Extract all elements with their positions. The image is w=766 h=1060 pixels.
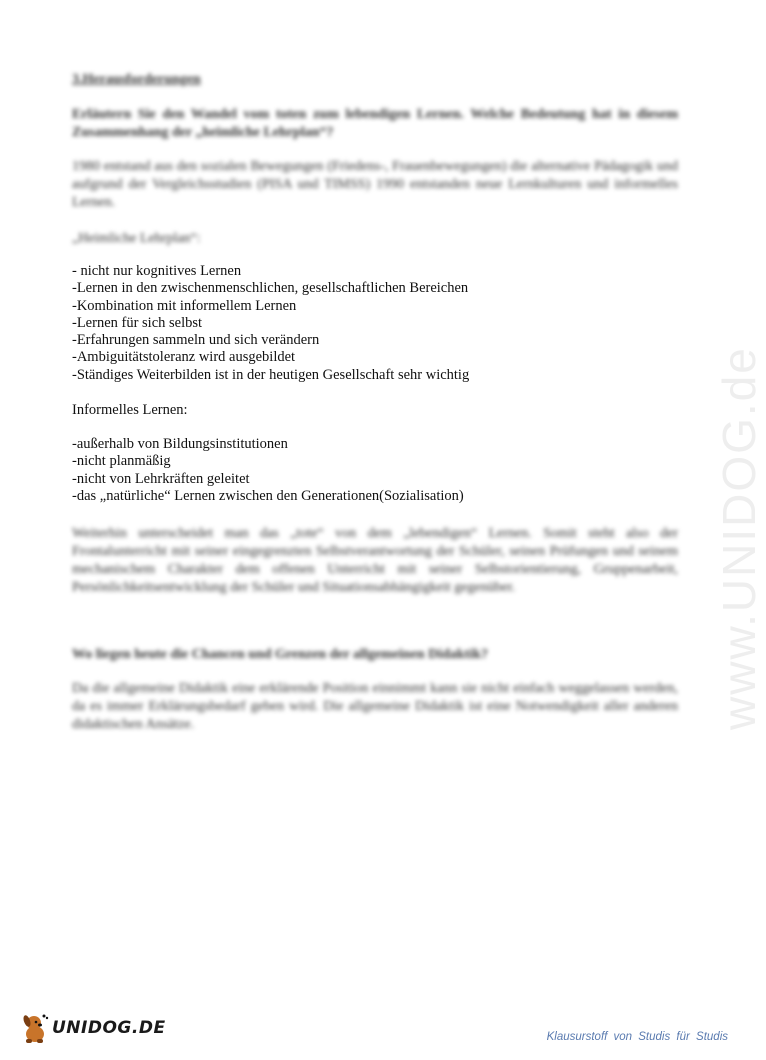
list-item: -außerhalb von Bildungsinstitutionen [72, 436, 288, 452]
hidden-curriculum-heading: „Heimliche Lehrplan“: [72, 231, 201, 246]
section-title: 3.Herausforderungen [72, 72, 201, 87]
informal-learning-heading: Informelles Lernen: [72, 402, 188, 418]
list-item: -Lernen für sich selbst [72, 314, 203, 331]
list-item: -Ambiguitätstoleranz wird ausgebildet [72, 349, 296, 366]
list-item: -Kombination mit informellem Lernen [72, 297, 297, 314]
list-item: -Ständiges Weiterbilden ist in der heutigen Gesellschaft sehr wichtig [72, 366, 470, 383]
question-1: Erläutern Sie den Wandel vom toten zum lebendigen Lernen. Welche Bedeutung hat in diesem Zusammenhang der „heimliche Lehrplan“? [72, 107, 678, 140]
list-item: -nicht von Lehrkräften geleitet [72, 470, 250, 487]
list-item: -nicht planmäßig [72, 453, 171, 470]
hidden-curriculum-list [72, 263, 678, 384]
paragraph-3: Da die allgemeine Didaktik eine erklärende Position einnimmt kann sie nicht einfach weggelassen werden, da es immer Erklärungsbedarf geben wird. Die allgemeine Didaktik ist eine Notwendigkeit aller anderen didaktischen Ansätze. [72, 681, 678, 732]
logo-text: UNIDOG.DE [52, 1018, 166, 1038]
informal-learning-list [72, 436, 678, 505]
dog-mascot-icon [20, 1012, 50, 1044]
paragraph-2: Weiterhin unterscheidet man das „tote“ von dem „lebendigen“ Lernen. Somit steht also der Frontalunterricht mit seiner eingegrenzten Selbstverantwortung der Schüler, seinen Prüfungen und seinem mechanischem Charakter dem offenen Unterricht mit seiner Selbstorientierung, Gruppenarbeit, Persönlichkeitsentwicklung der Schüler und Situationsabhängigkeit gegenüber. [72, 526, 678, 595]
list-item: - nicht nur kognitives Lernen [72, 263, 242, 279]
question-2: Wo liegen heute die Chancen und Grenzen der allgemeinen Didaktik? [72, 647, 489, 662]
list-item: -das „natürliche“ Lernen zwischen den Generationen(Sozialisation) [72, 487, 464, 504]
list-item: -Erfahrungen sammeln und sich verändern [72, 332, 320, 349]
paragraph-1: 1980 entstand aus den sozialen Bewegungen (Friedens-, Frauenbewegungen) die alternative Pädagogik und aufgrund der Vergleichsstudien (PISA und TIMSS) 1990 entstanden neue Lernkulturen und informelles Lernen. [72, 159, 678, 210]
footer-slogan: Klausurstoff von Studis für Studis [546, 1031, 728, 1043]
watermark: www.UNIDOG.de [713, 346, 765, 730]
unidog-logo[interactable] [20, 1012, 166, 1044]
list-item: -Lernen in den zwischenmenschlichen, gesellschaftlichen Bereichen [72, 280, 469, 297]
